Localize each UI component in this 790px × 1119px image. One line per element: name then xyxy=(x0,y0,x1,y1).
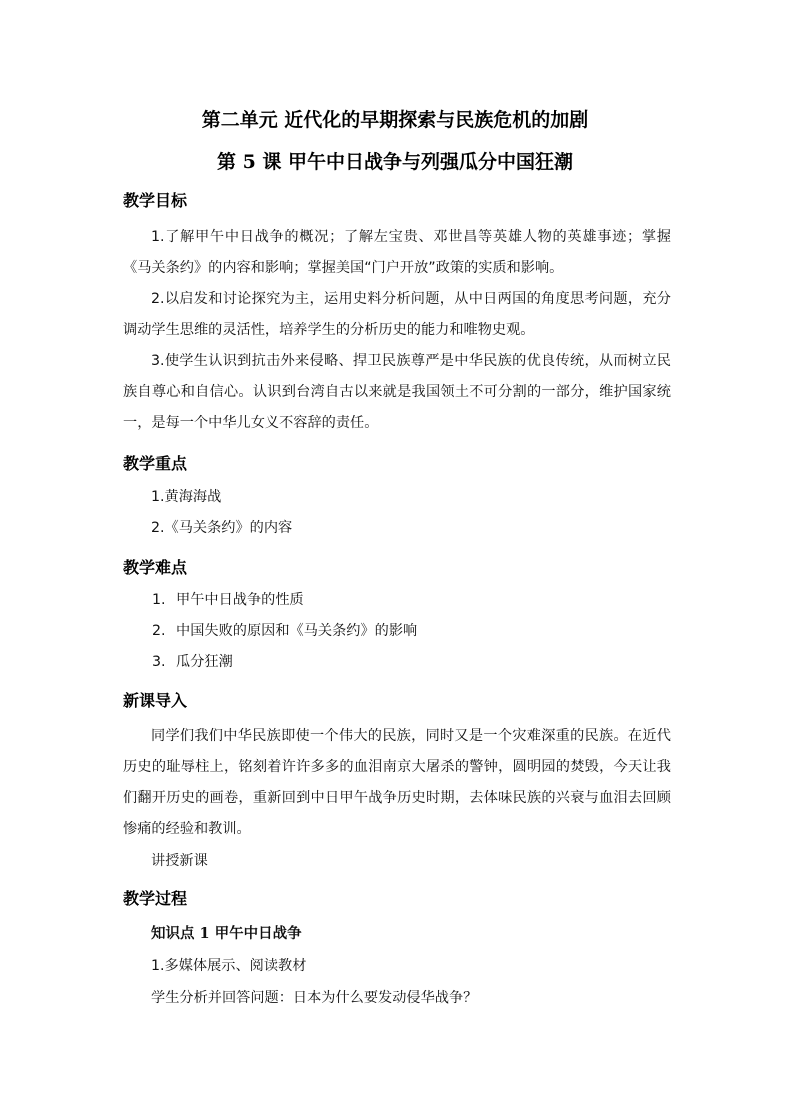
knowledge-point-title: 知识点 1 甲午中日战争 xyxy=(151,925,302,942)
difficulties-list xyxy=(152,585,417,678)
process-question: 学生分析并回答问题：日本为什么要发动侵华战争？ xyxy=(151,990,478,1006)
key-point-item-1: 1.黄海海战 xyxy=(151,489,222,505)
list-item: 1. 甲午中日战争的性质 xyxy=(152,592,304,608)
lesson-title: 第 5 课 甲午中日战争与列强瓜分中国狂潮 xyxy=(216,151,574,173)
intro-paragraph: 同学们我们中华民族即使一个伟大的民族，同时又是一个灾难深重的民族。在近代历史的耻辱柱上，铭刻着许许多多的血泪南京大屠杀的警钟，圆明园的焚毁，今天让我们翻开历史的画卷，重新回到中日甲午战争历史时期，去体味民族的兴衰与血泪去回顾惨痛的经验和教训。 xyxy=(123,728,671,837)
objective-item-3: 3.使学生认识到抗击外来侵略、捍卫民族尊严是中华民族的优良传统，从而树立民族自尊心和自信心。认识到台湾自古以来就是我国领土不可分割的一部分，维护国家统一，是每一个中华儿女义不容辞的责任。 xyxy=(123,353,671,431)
new-lesson-label: 讲授新课 xyxy=(151,853,208,869)
intro-heading: 新课导入 xyxy=(123,691,188,710)
key-point-item-2: 2.《马关条约》的内容 xyxy=(151,520,293,536)
key-points-heading: 教学重点 xyxy=(123,454,188,473)
process-step-1: 1.多媒体展示、阅读教材 xyxy=(151,958,307,974)
list-item: 2. 中国失败的原因和《马关条约》的影响 xyxy=(152,623,418,639)
difficulties-heading: 教学难点 xyxy=(123,558,188,577)
objective-item-2: 2.以启发和讨论探究为主，运用史料分析问题，从中日两国的角度思考问题，充分调动学生思维的灵活性，培养学生的分析历史的能力和唯物史观。 xyxy=(123,291,671,338)
list-item: 3. 瓜分狂潮 xyxy=(152,654,233,670)
objective-item-1: 1.了解甲午中日战争的概况；了解左宝贵、邓世昌等英雄人物的英雄事迹；掌握《马关条约》的内容和影响；掌握美国“门户开放”政策的实质和影响。 xyxy=(123,229,671,276)
objectives-heading: 教学目标 xyxy=(123,191,188,210)
unit-title: 第二单元 近代化的早期探索与民族危机的加剧 xyxy=(201,109,589,131)
process-heading: 教学过程 xyxy=(123,889,188,908)
